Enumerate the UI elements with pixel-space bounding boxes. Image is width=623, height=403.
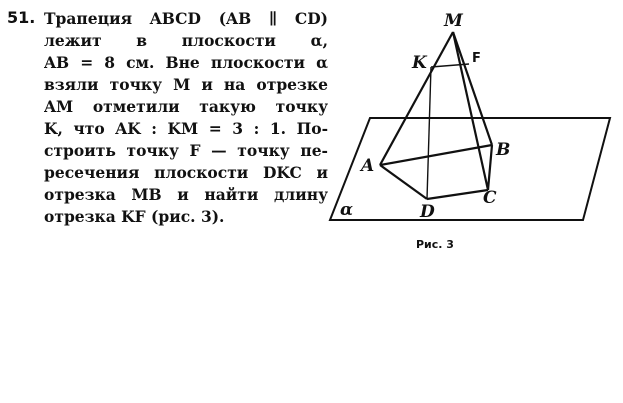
figure-caption: Рис. 3 bbox=[416, 238, 454, 251]
problem-line: AB = 8 см. Вне плоскости α bbox=[44, 53, 328, 72]
label-m: M bbox=[444, 11, 463, 31]
segment-mb bbox=[453, 32, 492, 145]
problem-line: лежит в плоскости α, bbox=[44, 31, 328, 50]
label-d: D bbox=[420, 202, 435, 222]
label-f: F bbox=[472, 51, 481, 66]
segment-cd bbox=[427, 190, 488, 199]
label-k: K bbox=[412, 53, 427, 73]
segment-mc bbox=[453, 32, 488, 190]
problem-line: ресечения плоскости DKC и bbox=[44, 163, 328, 182]
problem-line: взяли точку M и на отрезке bbox=[44, 75, 328, 94]
figure-drawing bbox=[320, 0, 620, 265]
label-c: C bbox=[483, 188, 497, 208]
problem-line: K, что AK : KM = 3 : 1. По- bbox=[44, 119, 328, 138]
problem-line: Трапеция ABCD (AB ∥ CD) bbox=[44, 9, 328, 28]
segment-am bbox=[380, 32, 453, 165]
label-a: A bbox=[361, 156, 375, 176]
segment-da bbox=[380, 165, 427, 199]
segment-ab bbox=[380, 145, 492, 165]
label-b: B bbox=[496, 140, 511, 160]
segment-kf bbox=[431, 64, 469, 67]
problem-line: отрезка KF (рис. 3). bbox=[44, 207, 225, 226]
problem-number: 51. bbox=[7, 8, 36, 27]
problem-line: AM отметили такую точку bbox=[44, 97, 328, 116]
geometry-figure bbox=[320, 0, 620, 265]
label-alpha: α bbox=[340, 200, 354, 220]
problem-line: строить точку F — точку пе- bbox=[44, 141, 328, 160]
segment-kd bbox=[427, 67, 431, 199]
problem-line: отрезка MB и найти длину bbox=[44, 185, 328, 204]
problem-text bbox=[44, 8, 328, 228]
segment-bc bbox=[488, 145, 492, 190]
